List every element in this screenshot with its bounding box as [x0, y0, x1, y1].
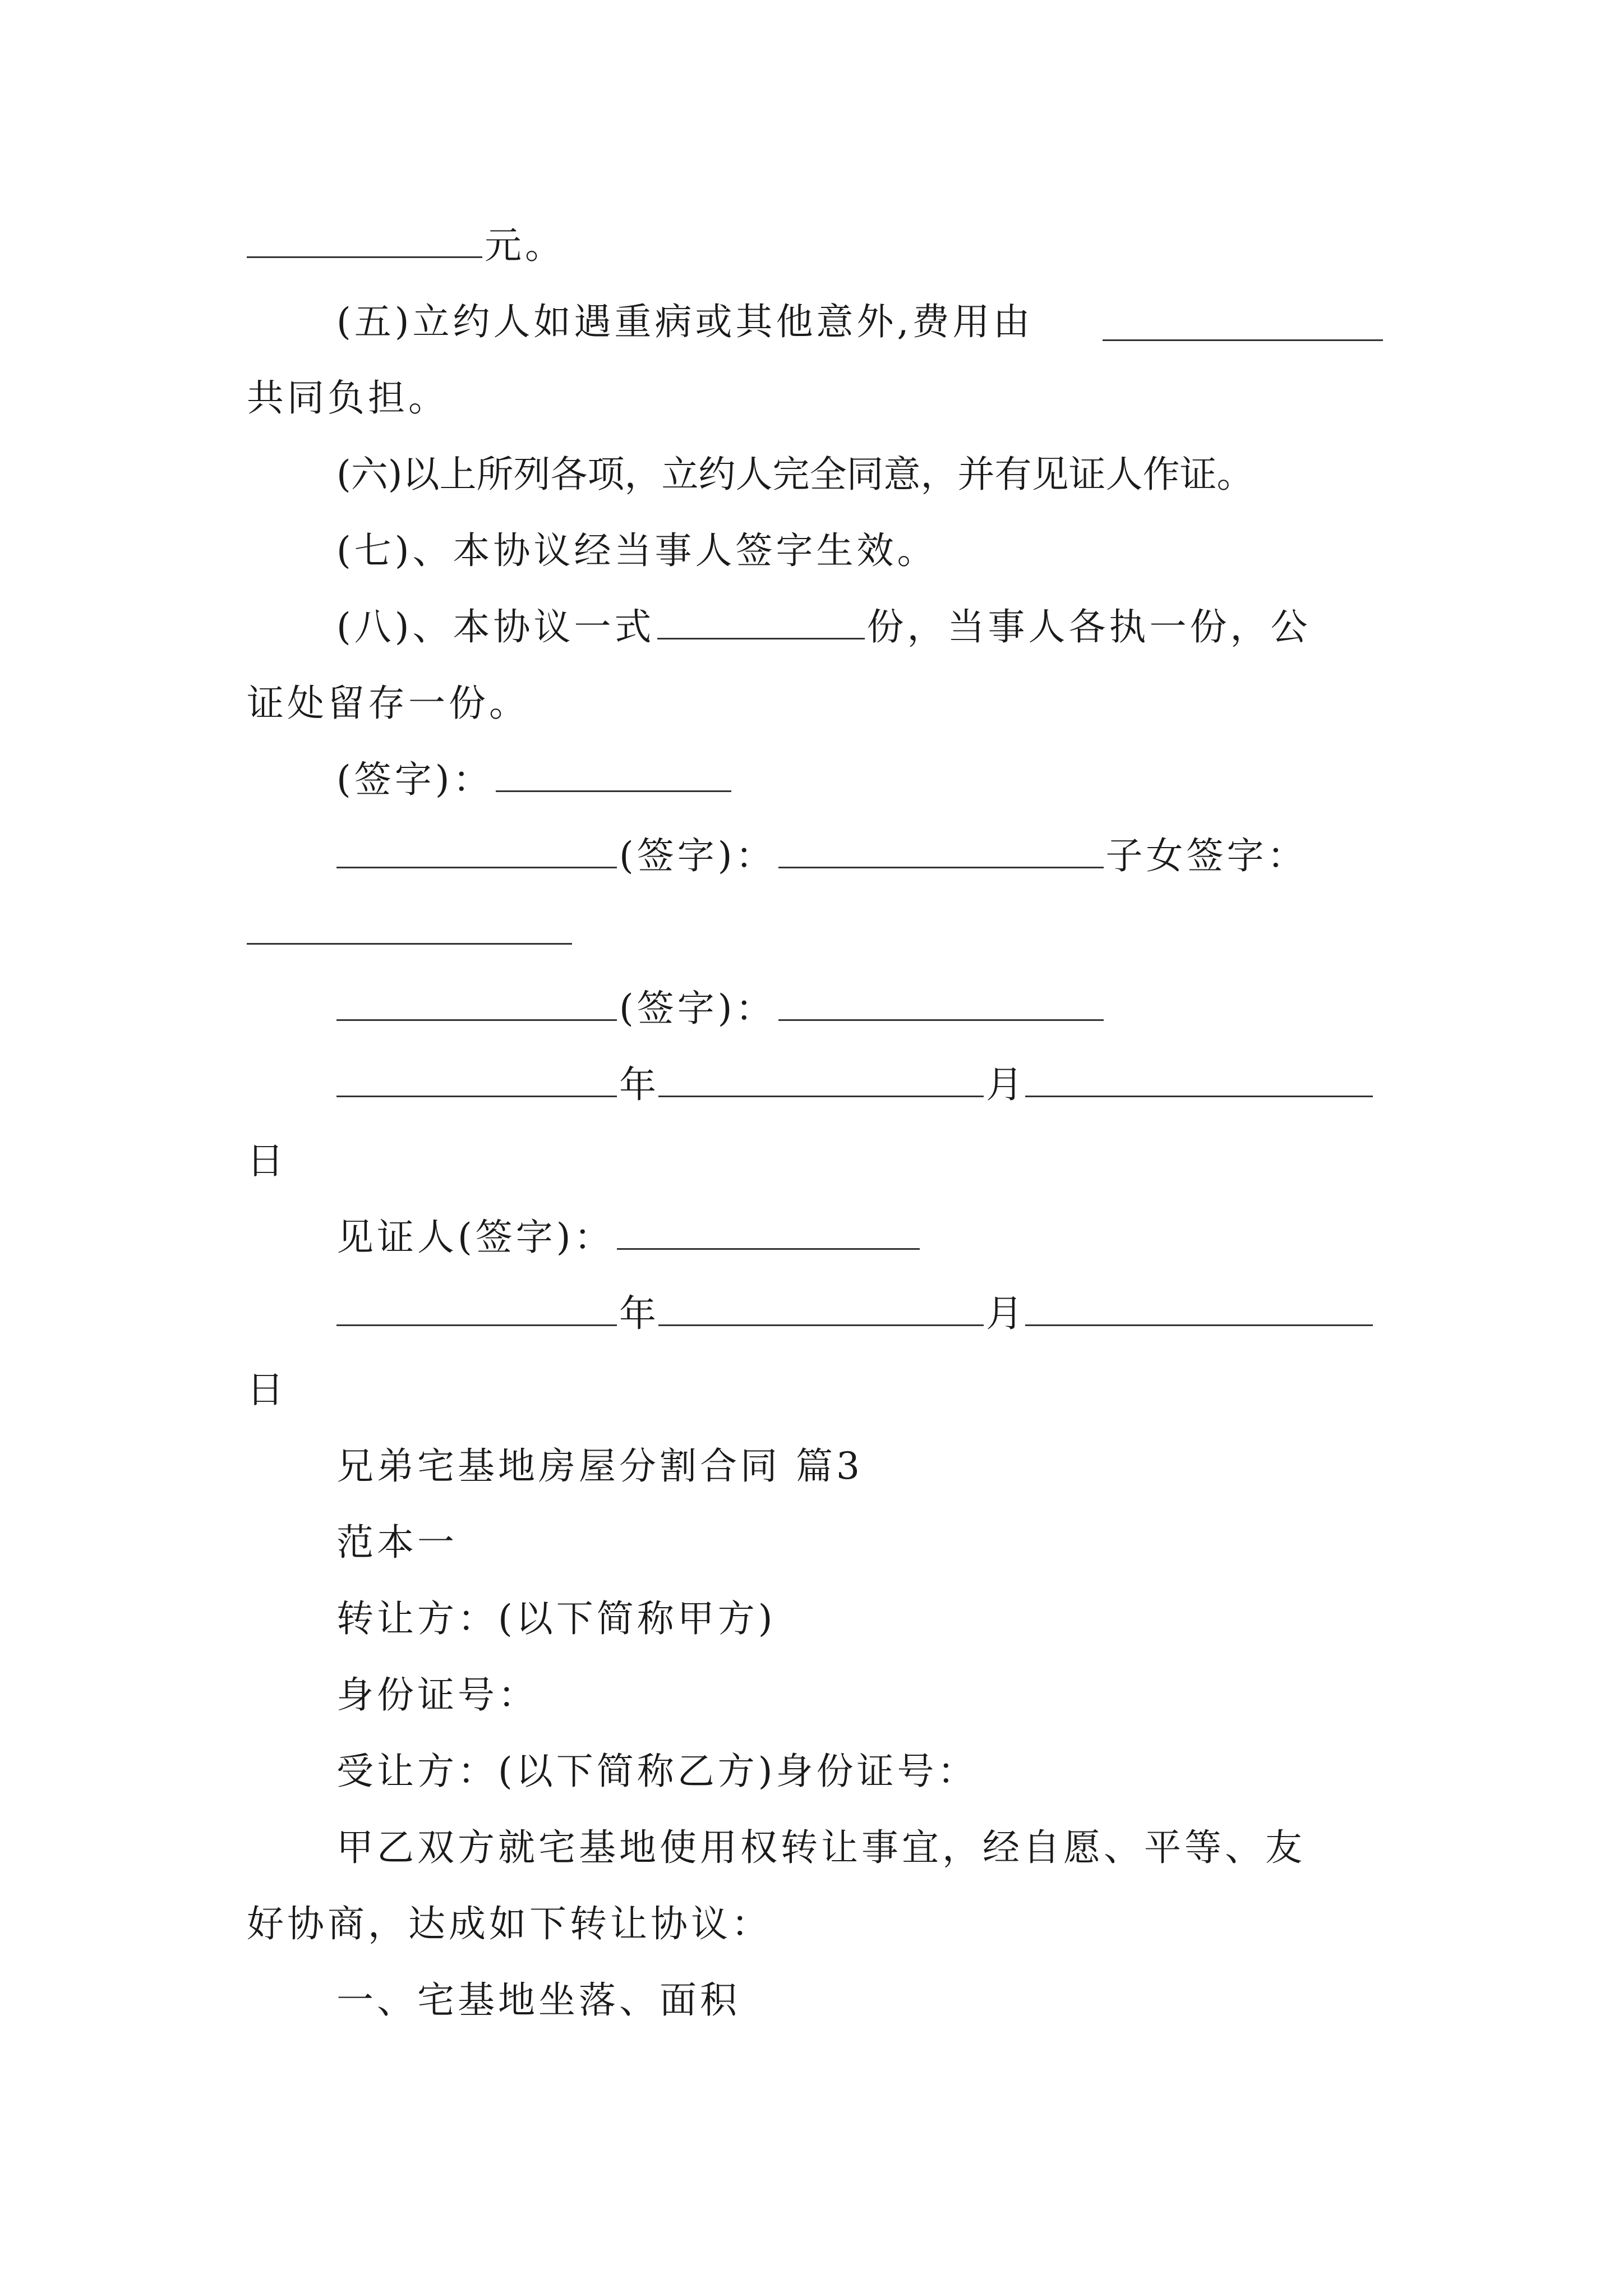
line-amount	[247, 208, 1385, 284]
blank-day-2[interactable]	[1025, 1289, 1373, 1326]
day-label-1: 日	[247, 1139, 284, 1182]
year-label-1: 年	[619, 1063, 656, 1106]
blank-witness-signature[interactable]	[617, 1212, 920, 1250]
article-1-heading-text: 一、宅基地坐落、面积	[336, 1978, 740, 2022]
blank-signature-2b[interactable]	[778, 831, 1104, 868]
signature-label-1: (签字)：	[336, 758, 494, 801]
blank-signature-3b[interactable]	[778, 983, 1104, 1021]
signature-line-3	[247, 970, 1385, 1047]
year-label-2: 年	[619, 1292, 656, 1335]
blank-amount[interactable]	[247, 220, 482, 258]
transferor-id-line	[247, 1657, 1385, 1733]
clause-7-text: (七)、本协议经当事人签字生效。	[336, 529, 938, 572]
blank-signature-3a[interactable]	[336, 983, 617, 1021]
month-label-1: 月	[986, 1063, 1023, 1106]
section-title	[247, 1428, 1385, 1504]
blank-day-1[interactable]	[1025, 1060, 1373, 1097]
template-label	[247, 1504, 1385, 1581]
clause-8-text-a: (八)、本协议一式	[336, 605, 655, 648]
blank-copies[interactable]	[657, 602, 865, 639]
signature-line-2-cont	[247, 894, 1385, 970]
agreement-intro-text: 甲乙双方就宅基地使用权转让事宜，经自愿、平等、友	[336, 1826, 1306, 1869]
blank-signature-2a[interactable]	[336, 831, 617, 868]
clause-7	[247, 513, 1385, 589]
witness-line	[247, 1199, 1385, 1276]
template-label-text: 范本一	[336, 1521, 458, 1564]
blank-children-signature[interactable]	[247, 907, 572, 945]
clause-6-text: (六)以上所列各项，立约人完全同意，并有见证人作证。	[336, 453, 1254, 496]
text-yuan: 元。	[485, 224, 565, 267]
clause-5-cont	[247, 360, 1385, 436]
section-title-text: 兄弟宅基地房屋分割合同 篇3	[336, 1444, 863, 1488]
transferor-text: 转让方：(以下简称甲方)	[336, 1597, 776, 1640]
day-label-2: 日	[247, 1368, 284, 1411]
agreement-intro-cont-text: 好协商，达成如下转让协议：	[247, 1902, 772, 1945]
clause-8	[247, 589, 1385, 665]
signature-label-3: (签字)：	[619, 987, 776, 1030]
month-label-2: 月	[986, 1292, 1023, 1335]
witness-label: 见证人(签字)：	[336, 1216, 615, 1259]
article-1-heading	[247, 1962, 1385, 2039]
clause-8-text-b: 份，当事人各执一份，公	[866, 605, 1311, 648]
transferee-text: 受让方：(以下简称乙方)身份证号：	[336, 1750, 978, 1793]
clause-8-cont-text: 证处留存一份。	[247, 682, 529, 725]
blank-year-2[interactable]	[336, 1289, 617, 1326]
date-line-2-cont	[247, 1352, 1385, 1428]
signature-line-1	[247, 742, 1385, 818]
date-line-1	[247, 1047, 1385, 1123]
clause-5-text: (五)立约人如遇重病或其他意外,费用由	[336, 300, 1034, 343]
blank-signature-1[interactable]	[496, 754, 731, 792]
clause-6	[247, 436, 1385, 513]
clause-8-cont	[247, 665, 1385, 742]
children-signature-label: 子女签字：	[1105, 834, 1308, 877]
blank-month-2[interactable]	[658, 1289, 984, 1326]
blank-month-1[interactable]	[658, 1060, 984, 1097]
signature-label-2: (签字)：	[619, 834, 776, 877]
clause-5	[247, 284, 1385, 360]
transferor-line	[247, 1581, 1385, 1657]
agreement-intro	[247, 1810, 1385, 1886]
signature-line-2	[247, 818, 1385, 894]
date-line-1-cont	[247, 1123, 1385, 1199]
agreement-intro-cont	[247, 1886, 1385, 1962]
transferor-id-text: 身份证号：	[336, 1673, 538, 1717]
clause-5-cont-text: 共同负担。	[247, 376, 449, 420]
blank-year-1[interactable]	[336, 1060, 617, 1097]
date-line-2	[247, 1276, 1385, 1352]
transferee-line	[247, 1733, 1385, 1810]
blank-cost-bearer[interactable]	[1103, 339, 1383, 341]
